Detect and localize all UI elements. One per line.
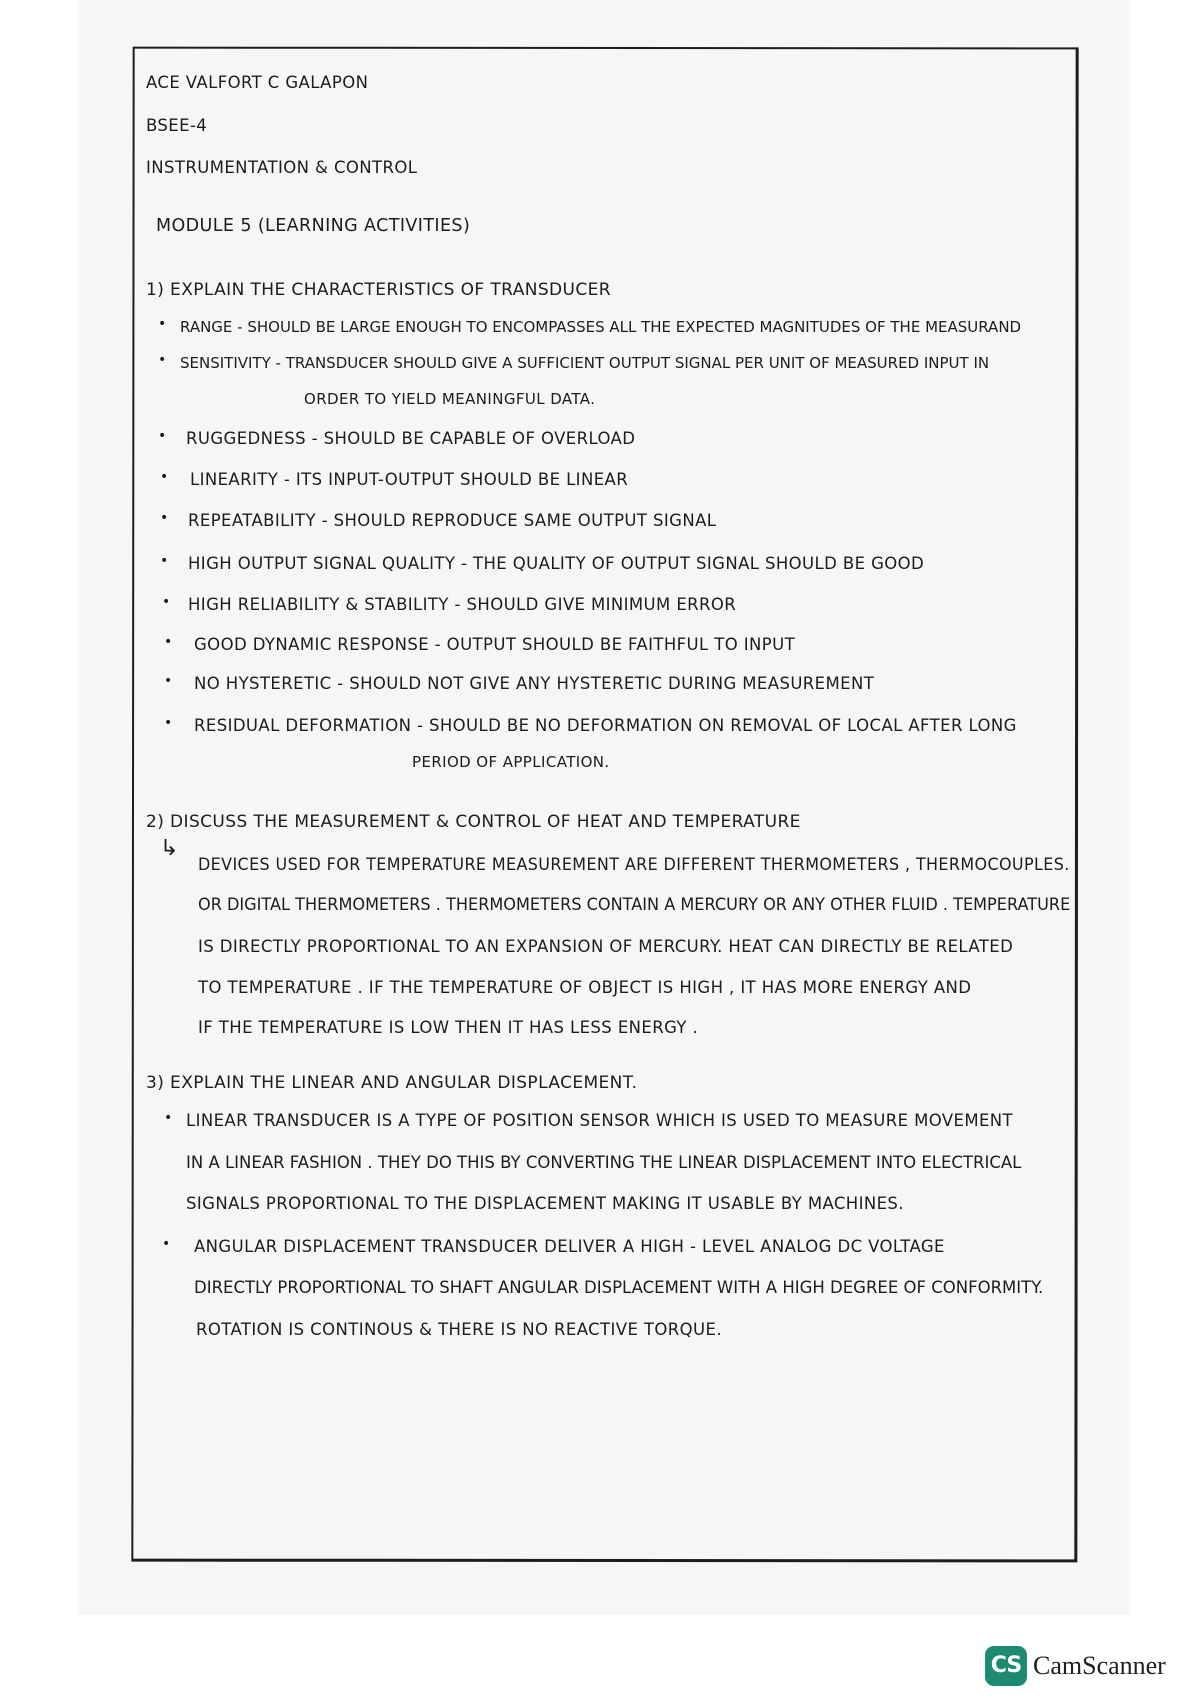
bullet: •	[160, 553, 169, 569]
q2-answer-line-2: OR DIGITAL THERMOMETERS . THERMOMETERS CONTAIN A MERCURY OR ANY OTHER FLUID . TEMPERATURE	[198, 895, 1071, 914]
course: BSEE-4	[146, 116, 208, 135]
arrow-icon: ↳	[160, 836, 179, 861]
bullet: •	[160, 510, 169, 526]
bullet: •	[164, 673, 173, 689]
q1-item-range: RANGE - SHOULD BE LARGE ENOUGH TO ENCOMPASSES ALL THE EXPECTED MAGNITUDES OF THE MEASURAND	[180, 318, 1022, 336]
module-title: MODULE 5 (LEARNING ACTIVITIES)	[156, 216, 471, 236]
q1-item-residual-deformation: RESIDUAL DEFORMATION - SHOULD BE NO DEFORMATION ON REMOVAL OF LOCAL AFTER LONG	[194, 716, 1017, 735]
q2-answer-line-5: IF THE TEMPERATURE IS LOW THEN IT HAS LESS ENERGY .	[198, 1018, 699, 1037]
camscanner-watermark	[985, 1646, 1166, 1686]
q1-item-reliability: HIGH RELIABILITY & STABILITY - SHOULD GIVE MINIMUM ERROR	[188, 595, 737, 614]
bullet: •	[162, 1236, 171, 1252]
camscanner-text: CamScanner	[1033, 1651, 1166, 1680]
q3-angular-line-1: ANGULAR DISPLACEMENT TRANSDUCER DELIVER A HIGH - LEVEL ANALOG DC VOLTAGE	[194, 1237, 945, 1256]
q3-linear-line-2: IN A LINEAR FASHION . THEY DO THIS BY CONVERTING THE LINEAR DISPLACEMENT INTO ELECTRICAL	[186, 1153, 1022, 1172]
q1-item-hysteretic: NO HYSTERETIC - SHOULD NOT GIVE ANY HYSTERETIC DURING MEASUREMENT	[194, 674, 875, 693]
subject: INSTRUMENTATION & CONTROL	[146, 158, 418, 177]
q3-angular-line-2: DIRECTLY PROPORTIONAL TO SHAFT ANGULAR DISPLACEMENT WITH A HIGH DEGREE OF CONFORMITY.	[194, 1278, 1044, 1297]
camscanner-logo-icon: CS	[985, 1646, 1027, 1686]
bullet: •	[160, 469, 169, 485]
q1-item-residual-deformation-cont: PERIOD OF APPLICATION.	[412, 753, 610, 771]
q1-item-sensitivity-cont: ORDER TO YIELD MEANINGFUL DATA.	[304, 390, 596, 408]
q1-item-sensitivity: SENSITIVITY - TRANSDUCER SHOULD GIVE A SUFFICIENT OUTPUT SIGNAL PER UNIT OF MEASURED INPUT IN	[180, 354, 990, 372]
question-1: 1) EXPLAIN THE CHARACTERISTICS OF TRANSDUCER	[146, 280, 612, 300]
bullet: •	[158, 352, 167, 368]
q2-answer-line-1: DEVICES USED FOR TEMPERATURE MEASUREMENT ARE DIFFERENT THERMOMETERS , THERMOCOUPLES.	[198, 855, 1070, 874]
question-2: 2) DISCUSS THE MEASUREMENT & CONTROL OF HEAT AND TEMPERATURE	[146, 812, 801, 832]
bullet: •	[158, 428, 167, 444]
q3-linear-line-1: LINEAR TRANSDUCER IS A TYPE OF POSITION SENSOR WHICH IS USED TO MEASURE MOVEMENT	[186, 1111, 1014, 1130]
q1-item-dynamic-response: GOOD DYNAMIC RESPONSE - OUTPUT SHOULD BE FAITHFUL TO INPUT	[194, 635, 796, 654]
q1-item-repeatability: REPEATABILITY - SHOULD REPRODUCE SAME OUTPUT SIGNAL	[188, 511, 717, 530]
q2-answer-line-3: IS DIRECTLY PROPORTIONAL TO AN EXPANSION OF MERCURY. HEAT CAN DIRECTLY BE RELATED	[198, 937, 1014, 956]
bullet: •	[162, 594, 171, 610]
q2-answer-line-4: TO TEMPERATURE . IF THE TEMPERATURE OF OBJECT IS HIGH , IT HAS MORE ENERGY AND	[198, 978, 972, 997]
bullet: •	[164, 634, 173, 650]
bullet: •	[158, 316, 167, 332]
q1-item-signal-quality: HIGH OUTPUT SIGNAL QUALITY - THE QUALITY OF OUTPUT SIGNAL SHOULD BE GOOD	[188, 554, 925, 573]
bullet: •	[164, 1110, 173, 1126]
q1-item-linearity: LINEARITY - ITS INPUT-OUTPUT SHOULD BE LINEAR	[190, 470, 629, 489]
q1-item-ruggedness: RUGGEDNESS - SHOULD BE CAPABLE OF OVERLOAD	[186, 429, 636, 448]
bullet: •	[164, 715, 173, 731]
question-3: 3) EXPLAIN THE LINEAR AND ANGULAR DISPLACEMENT.	[146, 1073, 638, 1093]
student-name: ACE VALFORT C GALAPON	[146, 73, 369, 92]
q3-angular-line-3: ROTATION IS CONTINOUS & THERE IS NO REACTIVE TORQUE.	[196, 1320, 722, 1339]
q3-linear-line-3: SIGNALS PROPORTIONAL TO THE DISPLACEMENT MAKING IT USABLE BY MACHINES.	[186, 1194, 904, 1213]
